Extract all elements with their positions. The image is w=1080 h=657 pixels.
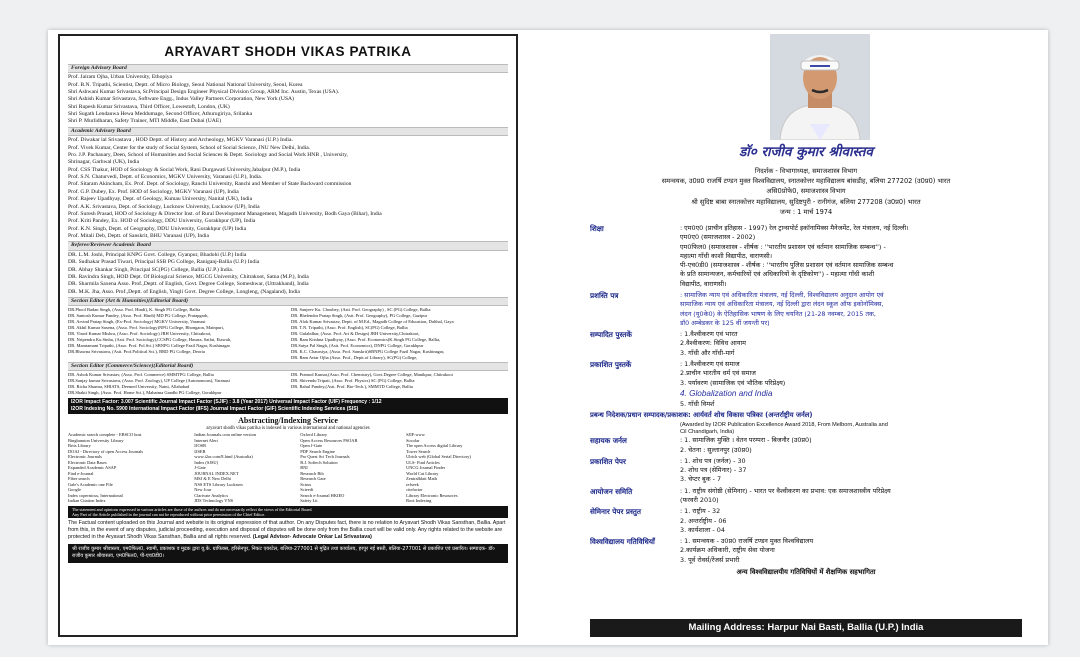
list-item: : 1. सामाजिक मुक्ति । वेतन परम्परा - बिजनौर (उ0प्र0) (680, 436, 812, 445)
list-item: 3. कार्यशाला - 04 (680, 525, 725, 534)
seminar-papers-row (590, 507, 1022, 535)
education-value (680, 224, 1022, 289)
award-note (590, 422, 1022, 437)
list-item: 2.वैश्वीकरण: विविध आयाम (680, 339, 746, 348)
commerce-editor-heading: Section Editor (Commerce/Science)(Editorial Board) (68, 362, 508, 371)
list-item: DR. Akhil Kumar Saxena, (Asso. Prof. Sociology)NPG College, Bhongaon, Mainpuri, (68, 325, 224, 331)
list-item: DR. Abhay Shankar Singh, Principal SC(PG) College, Ballia (U.P.) India. (68, 266, 234, 273)
portrait-photo (770, 34, 870, 140)
list-item: विद्यापीठ, वाराणसी। (680, 279, 727, 288)
list-item: DR. Sharmila Saxena Asso. Prof.,Deptt. of English, Govt. Degree College, Someshwar, (Uttrakhand), India (68, 281, 309, 288)
list-item: DR. Arvind Pratap Singh, (Ex-Prof. Sociology) MGKV University, Varanasi (68, 319, 206, 325)
list-item: : 1.वैश्वीकरण एवं भारत (680, 330, 738, 339)
list-item: एम0फिल0 (समाजशास्त्र - शीर्षक : ''भारतीय प्रशासन एवं वर्तमान सामाजिक सम्बन्ध'') - (680, 242, 886, 251)
list-item: महात्मा गाँधी काशी विद्यापीठ, वाराणसी। (680, 251, 773, 260)
list-item: DR. Pramod Kumar,(Asso. Prof. Chemistry), Govt.Degree College, Manikpur, Chitrakoot (291, 372, 453, 378)
indexing-grid (68, 432, 508, 504)
published-book-latin: 4. Globalization and India (680, 388, 773, 398)
list-item: Fiber search (68, 476, 90, 482)
list-item: Clarivate Analytics (194, 492, 229, 498)
factual-text: The Factual content uploaded on this Journal and website is its original expression of that author. On any Disputes fact, there is no relation to Aryavart Shodh Vikas Sansthan, Ballia. Apart from this, in the event of any disputes, judicial proceeding, execution and disposal of disputes will be done only from the Ballia court will be valid only. Any rights related to the website are protected in the Aryavart Shodh Vikas Sansthan, Ballia and all rights reserved. (68, 520, 506, 541)
list-item: DR. Alok Kumar Srivastav, Deptt. of M.Ed., Magadh College of Education, Dalthal, Gaya (291, 319, 454, 325)
list-item: Indian Citation Index (68, 498, 106, 504)
list-item: (Awarded by I2OR Publication Excellence Award 2018, From Melborn, Australia and (680, 421, 888, 428)
list-item: DR. Mamtamani Tripathi, (Asso. Prof. Pol.Sci.) SBNPG College Fazil Nagar, Kushinagar (68, 343, 230, 349)
list-item: Search e-Journal HKIEO (300, 492, 345, 498)
seminar-papers-value (680, 507, 1022, 535)
list-item: Prof. Jairam Ojha, Urban University, Ethopiya (68, 74, 173, 81)
list-item: : 1.वैश्वीकरण एवं समाज (680, 359, 740, 368)
commerce-editor-grid (68, 372, 508, 396)
list-item: DR. Ram Avtar Ojha (Asso. Prof., Deptt.of Library), SC(PG) College, (291, 354, 418, 360)
list-item: DR. Vinod Kumar Mishra, (Asso. Prof. Sociology) JRH University, Chitrakoot, (68, 331, 212, 337)
list-item: DR. Santosh Kumar Pandey, (Asso. Prof. Hindi) MD PG College, Pratapgarh, (68, 313, 209, 319)
list-item: Tower Search (406, 448, 431, 454)
list-item: Prof. Diwakar lal Srivastava , HOD Deptt. of History and Archeology, MGKV Varanasi (U.P.) India. (68, 137, 293, 144)
list-item: 2. शोध पत्र (सेमिनार) - 37 (680, 466, 747, 475)
legal-advisor: (Legal Advisor- Advocate Onkar Lal Srivastava) (252, 534, 372, 541)
list-item: Internet Alert (194, 437, 218, 443)
list-item: Binghamton University Library (68, 437, 124, 443)
list-item: : सामाजिक न्याय एवं अधिकारिता मंत्रालय, नई दिल्ली, विश्वविद्यालय अनुदान आयोग एवं (680, 290, 884, 299)
list-item: DR. T.N. Tripathi, (Asso. Prof. English), SC(PG) College, Ballia (291, 325, 408, 331)
academic-board-list (68, 137, 508, 240)
list-item: के प्रति सामान्यजन, कर्मचारियों एवं अधिकारियों के दृष्टिकोण'') - महात्मा गाँधी काशी (680, 270, 875, 279)
list-item: Scieedi (300, 487, 314, 493)
disclaimer-bar (68, 506, 508, 519)
list-item: IJOSR (194, 443, 206, 449)
list-item: Prof. Mitali Deb, Deptt. of Sanskrit, BHU Varanasi (UP), India (68, 233, 209, 240)
list-item: जन्म : 1 मार्च 1974 (779, 207, 833, 216)
list-item: श्री सुदिष्ट बाबा स्नातकोत्तर महाविद्यालय, सुदिष्टपुरी - रानीगंज, बलिया 277208 (उ0प्र0) भारत (691, 197, 921, 206)
list-item: Prof. S.N. Chaturvedi, Deptt. of Economics, MGKV University, Varanasi (U.P.), India. (68, 174, 263, 181)
indexing-col-4 (406, 432, 508, 504)
papers-row (590, 457, 1022, 485)
list-item: DR.Phool Badan Singh, (Asso. Prof. Hindi), K. Singh PG College, Ballia (68, 307, 201, 313)
papers-value (680, 457, 1022, 485)
list-item: असि0प्रोफे0, समाजशास्त्र विभाग (766, 187, 846, 196)
list-item: The open Access digital Library (406, 443, 463, 449)
list-item: Prof. CSS Thakur, HOD of Sociology & Social Work, Rani Durgawati University,Jabalpur (M.P.), India (68, 166, 301, 173)
co-journal-row (590, 436, 1022, 455)
university-value (680, 537, 1022, 565)
list-item: Indian Journals.com online version (194, 432, 256, 438)
list-item: डॉ0 अम्बेडकर के 125 वीं जयन्ती पर) (680, 318, 770, 327)
published-books-list (680, 360, 1022, 388)
list-item: DR. L.M. Joshi, Principal KNPG Govt. College, Gyanpur, Bhadohi (U.P.) India (68, 251, 247, 258)
list-item: 2.कार्यक्रम अधिकारी, राष्ट्रीय सेवा योजना (680, 546, 775, 555)
list-item: Index copernicus, International (68, 492, 123, 498)
abstracting-heading: Abstracting/Indexing Service (238, 415, 338, 425)
list-item: JOURNAL INDEX.NET (194, 470, 239, 476)
list-item: 3. पर्यावरण (सामाजिक एवं भौतिक परिप्रेक्ष्य) (680, 378, 786, 387)
list-item: DR. Ram Krishna Upadhyay, (Asso. Prof. Economics)K.Singh PG College, Ballia, (291, 337, 441, 343)
list-item: Shrinagar, Garhwal (UK), India (68, 159, 140, 166)
list-item: Pro Quest Sci Tech Journals (300, 454, 350, 460)
published-book-last: 5. गाँधी विमर्श (680, 399, 715, 408)
list-item: SJIF:www (406, 432, 425, 438)
list-item: RNI (300, 465, 308, 471)
published-books-row (590, 360, 1022, 409)
list-item: (फरवरी 2010) (680, 496, 719, 504)
indexing-col-1 (68, 432, 190, 504)
arts-editor-left (68, 307, 285, 360)
list-item: DR. Rahul Pandey,(Astt. Prof. Bio-Tech.), SMMTD College, Ballia (291, 384, 413, 390)
list-item: NSS ETS Library Lucknow (194, 481, 244, 487)
list-item: Prof. Sitaram Akincham, Ex. Prof. Dept. of Sociology, Ranchi University, Ranchi and Member of State Backward commission (68, 181, 352, 188)
list-item: एम0ए0 (समाजशास्त्र - 2002) (680, 233, 756, 242)
published-books-label: प्रकाशित पुस्तकें (590, 359, 632, 369)
referee-board-list (68, 252, 508, 296)
list-item: Open Access Resources PSOAR (300, 437, 358, 443)
list-item: DR. Ravindra Singh, HOD Dept. Of Biological Science, MGCG University, Chitrakoot, Satna (M.P.), India (68, 273, 309, 280)
list-item: DR.Satya Pal Singh, (Astt. Prof. Economics), DNPG College, Gorakhpur (291, 343, 424, 349)
seminar-label: आयोजन समिति (590, 486, 633, 496)
list-item: DR. Shivendu Tripati, (Asso. Prof. Physics) SC (PG) College, Ballia (291, 378, 415, 384)
list-item: PDF Search Engine (300, 448, 335, 454)
list-item: Prof. K.N. Singh, Deptt. of Geography, DDU University, Gorakhpur (UP) India (68, 225, 247, 232)
foreign-board-list (68, 74, 508, 126)
edited-books-row (590, 330, 1022, 358)
list-item: Ulrich web (Global Serial Directory) (406, 454, 471, 460)
list-item: Prof. A.K. Srivastava, Dept. of Sociology, Lucknow University, Lucknow (UP), India (68, 203, 260, 210)
list-item: Library Electronic Resources (406, 492, 458, 498)
list-item: Prof. Rajeev Upadhyay, Dept. of Geology, Kumau University, Nanital (UK), India (68, 196, 253, 203)
list-item: Socolar (406, 437, 420, 443)
list-item: refseek (406, 481, 419, 487)
list-item: DR. Richa Sharma, SHIATS, Deemed University, Naini, Allahabad (68, 384, 190, 390)
education-row (590, 224, 1022, 289)
education-label: शिक्षा (590, 224, 604, 233)
list-item: DR. Sudhakar Prasad Tiwari, Principal SSB PG College, Raniganj-Ballia (U.P.) India (68, 259, 260, 266)
co-journal-label: सहायक जर्नल (590, 436, 627, 446)
list-item: Google (68, 487, 81, 493)
list-item: Prof. B.N. Tripathi, Scientist, Deptt. of Micro Biology, Seoul National National University, Seoul, Korea (68, 81, 303, 88)
list-item: 3. चेप्टर बुक - 7 (680, 475, 722, 484)
list-item: New Jour (194, 487, 212, 493)
list-item: DR. Sanjeev Ku. Choubey, (Astt. Prof. Geography) , SC (PG) College, Ballia (291, 307, 431, 313)
list-item: citefactor (406, 487, 423, 493)
list-item: 2. चेतना : सुल्तानपुर (उ0प्र0) (680, 445, 752, 454)
list-item: Prof. Vivek Kumar, Center for the study of Social System, School of Social Science, JNU New Delhi, India. (68, 144, 311, 151)
list-item: DOAJ - Directory of open Access Journals (68, 448, 144, 454)
disclaimer-line-1: The statement and opinions expressed in various articles are those of the authors and do not necessarily reflect the views of the Editorial Board. (72, 506, 313, 512)
list-item: 2.प्राचीन भारतीय धर्म एवं समाज (680, 369, 756, 378)
other-activity: अन्य विश्वविद्यालयीय गतिविधियों में शैक्षणिक सहभागिता (736, 567, 876, 576)
impact-factor-bar (68, 398, 508, 414)
commerce-editor-right (291, 372, 508, 396)
indexing-col-3 (300, 432, 402, 504)
university-row (590, 537, 1022, 565)
abstracting-note: aryavart shodh vikas patrika is indexed in various international and national agencies (206, 426, 370, 432)
list-item: : 1. समन्वयक - उ0प्र0 राजर्षि टण्डन मुक्त विश्वविद्यालय (680, 537, 814, 546)
list-item: Expanded Academic ASAP (68, 465, 117, 471)
list-item: R.J. Softech Solution (300, 459, 338, 465)
seminar-row (590, 487, 1022, 506)
seminar-papers-label: सेमिनार पेपर प्रस्तुत (590, 507, 641, 517)
list-item: निदर्शक - विभागाध्यक्ष, समाजशास्त्र विभाग (754, 167, 858, 175)
disclaimer-line-2: Any Part of the Article published in the journal can not be reproduced without prior permission of the Chief Editor. (72, 512, 265, 517)
papers-label: प्रकाशित पेपर (590, 456, 626, 466)
list-item: DR. K.C. Chaursiya, (Asso. Prof. Sanskrit)SBNPG College Fazil Nagar, Kushinagar, (291, 349, 445, 354)
list-item: www.i2or.com/8.html (Australia) (194, 454, 253, 460)
foreign-board-heading: Foreign Advisory Board (68, 64, 508, 73)
list-item: MSJ & E New Delhi (194, 476, 231, 482)
list-item: DR. Ashok Kumar Srivastav, (Asso. Prof. Commerce) SMMTPG College, Ballia (68, 372, 214, 378)
list-item: Safety Lit (300, 498, 318, 504)
list-item: Scirus (300, 481, 312, 487)
list-item: DR. M.K. Jha, Asso. Prof.,Deptt. of English, Yingli Govt. Degree College, Longleng, (Nagaland), India (68, 288, 300, 295)
referee-board-heading: Referee/Reviewer Academic Board (68, 241, 508, 250)
list-item: Oxford Library (300, 432, 328, 438)
list-item: लंदन (यू0के0) के ऐतिहासिक भाषण के लिए चयनित (21-28 नवम्बर, 2015 तक, (680, 309, 876, 318)
list-item: : एम0ए0 (प्राचीन इतिहास - 1997) रेल ट्रान्सपोर्ट इकॉनामिक्स मैनेजमेंट, रेल मंत्रालय, नई दिल्ली। (680, 224, 909, 232)
list-item: Brits Library (68, 443, 91, 449)
list-item: 3. पूर्व रोवर्स/रेंजर्स प्रभारी (680, 555, 740, 564)
list-item: DR. Nripendra Ku.Sinha, (Astt. Prof. Sociology),CCSPG College, Hasura, Saifai, Etawah, (68, 337, 232, 343)
arts-editor-right (291, 307, 508, 360)
arts-editor-grid (68, 307, 508, 360)
seminar-value (680, 487, 1022, 506)
list-item: DR.Bhawna Srivastava, (Astt. Prof.Political Sci.), BRD PG College, Deoria (68, 349, 205, 354)
impact-line-2: I2OR Indexing No. 5900 International Impact Factor (IIFS) Journal Impact Factor (GIF) Scientific Indexing Services (SIS) (71, 405, 359, 412)
list-item: Shri Ashwani Kumar Srivastava, Sr.Principal Design Engineer Physical Division Group, ARM Inc. Austin, Texas (USA). (68, 88, 340, 95)
list-item: Find e-Journal (68, 470, 94, 476)
list-item: Prof. G.P. Dubey, Ex. Prof. HOD of Sociology, MGKV Varanasi (UP), India (68, 188, 239, 195)
co-journal-value (680, 436, 1022, 455)
list-item: : 1. शोध पत्र (जर्नल) - 30 (680, 456, 746, 465)
list-item: Research Bib (300, 470, 324, 476)
profile-bio (590, 166, 1022, 217)
list-item: समन्वयक, उ0प्र0 राजर्षि टण्डन मुक्त विश्वविद्यालय, स्नातकोत्तर महाविद्यालय बांसडीह, बलिया 277202 (उ0प्र0) भारत (661, 177, 951, 186)
list-item: Cil Chandigarh, India) (680, 429, 735, 436)
list-item: JDS Technology VNS (194, 498, 234, 504)
list-item: Shri Sugath Lendauwa Hewa Meddumage, Second Officer, Athurugiriya, Srilanka (68, 111, 253, 118)
factual-statement (68, 520, 508, 541)
list-item: : 1. राष्ट्रीय संगोष्ठी (सेमिनार) - भारत पर वैश्वीकरण का प्रभाव: एक समाजशास्त्रीय परिप्रेक्ष्य (680, 486, 891, 495)
list-item: Shri Rupesh Kumar Srivastava, Third Officer, Lowestoft, London, (UK) (68, 103, 230, 110)
list-item: 2. अन्तर्राष्ट्रीय - 06 (680, 516, 727, 525)
edited-books-value (680, 330, 1022, 358)
list-item: IJSER (194, 448, 206, 454)
list-item: Open J-Gate (300, 443, 323, 449)
list-item: : 1. राष्ट्रीय - 32 (680, 507, 721, 516)
list-item: Academic search complete - EBSCO host (68, 432, 142, 438)
certificate-row (590, 291, 1022, 328)
list-item: Electronic Journals (68, 454, 102, 460)
list-item: DR.Sanjay kumar Srivastava, (Asso. Prof. Zoology), UP College (Autonomous), Varanasi (68, 378, 230, 384)
arts-editor-heading: Section Editor (Art & Humnities)(Editorial Board) (68, 297, 508, 306)
list-item: UNCG Journal Finder (406, 465, 446, 471)
list-item: पी-एच0डी0 (समाजशास्त्र - शीर्षक : ''भारतीय पुलिस प्रशासन एवं वर्तमान सामाजिक सम्बन्ध (680, 261, 894, 270)
list-item: DR.Shakti Singh, (Asso. Prof. Home Sci.), Mahatma Gandhi PG College, Gorakhpur (68, 390, 222, 396)
journal-board-panel (58, 34, 518, 637)
list-item: Root Indexing (406, 498, 432, 504)
profile-details (590, 224, 1022, 577)
university-label: विश्वविद्यालय गतिविधियाँ (590, 537, 655, 547)
indexing-col-2 (194, 432, 296, 504)
mailing-address: Mailing Address: Harpur Nai Basti, Ballia (U.P.) India (590, 619, 1022, 637)
edited-books-label: सम्पादित पुस्तकें (590, 330, 632, 340)
publisher-footer: श्री राजीव कुमार श्रीवास्तव, एम0फिल0, स्वामी, प्रकाशक व मुद्रक द्वारा यू.के. ग्राफिक्स, हरिसेनपुर, निकट एयरटेल, बलिया-277001 से मुद्रित तथा कार्यालय, हरपुर नई बस्ती, बलिया-277001 से प्रकाशित एवं प्रसारित। सम्पादक- डॉ० राजीव कुमार श्रीवास्तव, एम0फिल0, पी-एच0डी0। (68, 544, 508, 563)
list-item: Zentralblatt Math (406, 476, 437, 482)
list-item: DR. Bhelendra Pratap Singh, (Astt. Prof. Geography), PG College, Gazipur (291, 313, 428, 319)
list-item: Prof. Suresh Prasad, HOD of Sociology & Director Inst. of Rural Development Management, Magadh University, Bodh Gaya (Bihar), India (68, 210, 382, 217)
list-item: Shri Ashish Kumar Srivastava, Software Engg., Indus Valley Partners Corporation, New York (USA) (68, 96, 294, 103)
profile-name: डॉ० राजीव कुमार श्रीवास्तव (739, 144, 873, 160)
journal-title: ARYAVART SHODH VIKAS PATRIKA (164, 44, 412, 59)
list-item: DR. Gulabdhar, (Asso. Prof. Art & Design) JRH University,Chitrakoot, (291, 331, 420, 337)
impact-line-1: I2OR Impact Factor: 3.007 Scientific Journal Impact Factor (SJIF) : 3.8 (Year 2017) Universal Impact Factor (UIF) Frequency : 1/12 (71, 399, 382, 405)
list-item: Gale's Academic one File (68, 481, 113, 487)
list-item: सामाजिक न्याय एवं अधिकारिता मंत्रालय, नई दिल्ली द्वारा लंदन स्कूल ऑफ इकोनॉमिक्स, (680, 300, 884, 309)
profile-panel (590, 34, 1022, 637)
list-item: Pro. J.P. Pachauary, Deen, School of Humanities and Social Sciences & Deptt. Sociology and Social Work HNB , University, (68, 151, 348, 158)
list-item: World Cat Library (406, 470, 439, 476)
academic-board-heading: Academic Advisory Board (68, 127, 508, 136)
list-item: Shri P. Murlidharan, Safety Trainer, MTI Middle, East Dubai (UAE) (68, 118, 222, 125)
list-item: Electronic Data Bases (68, 459, 107, 465)
list-item: Index (SJSU) (194, 459, 219, 465)
list-item: Research Gate (300, 476, 326, 482)
list-item: 3. गाँधी और गाँधी-मार्ग (680, 348, 735, 357)
commerce-editor-left (68, 372, 285, 396)
list-item: Prof. Kriti Pandey, Ex. HOD of Sociology, DDU University, Gorakhpur (UP), India (68, 218, 256, 225)
editor-line: प्रबन्ध निदेशक/प्रधान सम्पादक/प्रकाशक: आर्यवर्त शोध विकास पत्रिका (अन्तर्राष्ट्रीय जर्नल) (590, 410, 813, 419)
certificate-value (680, 291, 1022, 328)
list-item: ULS- Find Articles (406, 459, 440, 465)
certificate-label: प्रशस्ति पत्र (590, 290, 619, 300)
published-books-value (680, 360, 1022, 409)
list-item: J-Gate (194, 465, 206, 471)
